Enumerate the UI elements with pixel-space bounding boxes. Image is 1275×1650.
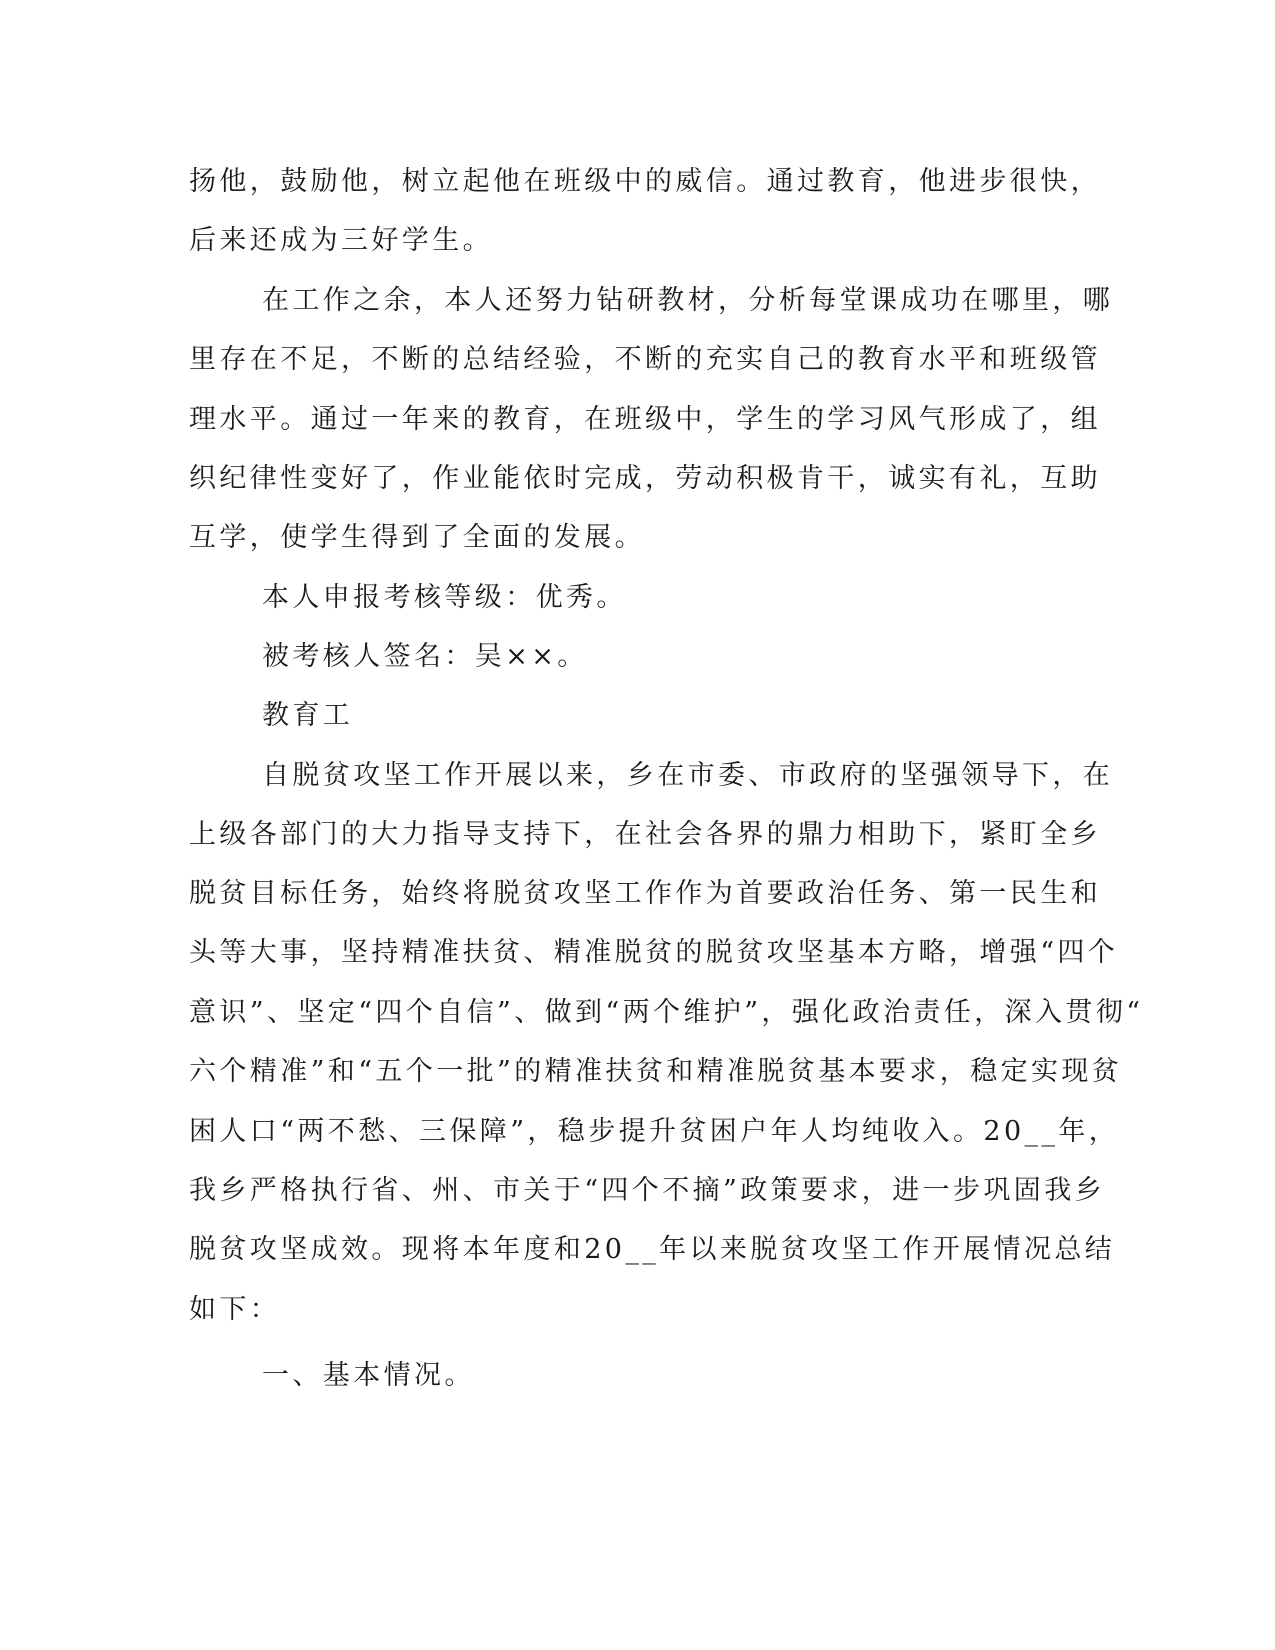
paragraph-line: 理水平。通过一年来的教育，在班级中，学生的学习风气形成了，组 (189, 404, 1101, 435)
section-title: 教育工 (262, 700, 354, 731)
paragraph-line: 扬他，鼓励他，树立起他在班级中的威信。通过教育，他进步很快， (189, 166, 1101, 197)
paragraph-line: 后来还成为三好学生。 (189, 225, 493, 256)
paragraph-line: 困人口“两不愁、三保障”，稳步提升贫困户年人均纯收入。20__年， (189, 1116, 1120, 1147)
paragraph-line: 我乡严格执行省、州、市关于“四个不摘”政策要求，进一步巩固我乡 (189, 1175, 1106, 1206)
paragraph-line: 自脱贫攻坚工作开展以来，乡在市委、市政府的坚强领导下，在 (262, 760, 1114, 791)
section-heading: 一、基本情况。 (262, 1360, 475, 1391)
paragraph-line: 头等大事，坚持精准扶贫、精准脱贫的脱贫攻坚基本方略，增强“四个 (189, 937, 1119, 968)
paragraph-line: 脱贫目标任务，始终将脱贫攻坚工作作为首要政治任务、第一民生和 (189, 878, 1101, 909)
paragraph-line: 六个精准”和“五个一批”的精准扶贫和精准脱贫基本要求，稳定实现贫 (189, 1056, 1123, 1087)
paragraph-line: 意识”、坚定“四个自信”、做到“两个维护”，强化政治责任，深入贯彻“ (189, 997, 1144, 1028)
paragraph-line: 互学，使学生得到了全面的发展。 (189, 522, 645, 553)
assessment-level-line: 本人申报考核等级：优秀。 (262, 582, 627, 613)
paragraph-line: 织纪律性变好了，作业能依时完成，劳动积极肯干，诚实有礼，互助 (189, 463, 1101, 494)
paragraph-line: 里存在不足，不断的总结经验，不断的充实自己的教育水平和班级管 (189, 344, 1101, 375)
paragraph-line: 上级各部门的大力指导支持下，在社会各界的鼎力相助下，紧盯全乡 (189, 819, 1101, 850)
paragraph-line: 如下： (189, 1294, 281, 1325)
signature-line: 被考核人签名：吴××。 (262, 641, 588, 672)
paragraph-line: 脱贫攻坚成效。现将本年度和20__年以来脱贫攻坚工作开展情况总结 (189, 1234, 1116, 1265)
paragraph-line: 在工作之余，本人还努力钻研教材，分析每堂课成功在哪里，哪 (262, 285, 1114, 316)
